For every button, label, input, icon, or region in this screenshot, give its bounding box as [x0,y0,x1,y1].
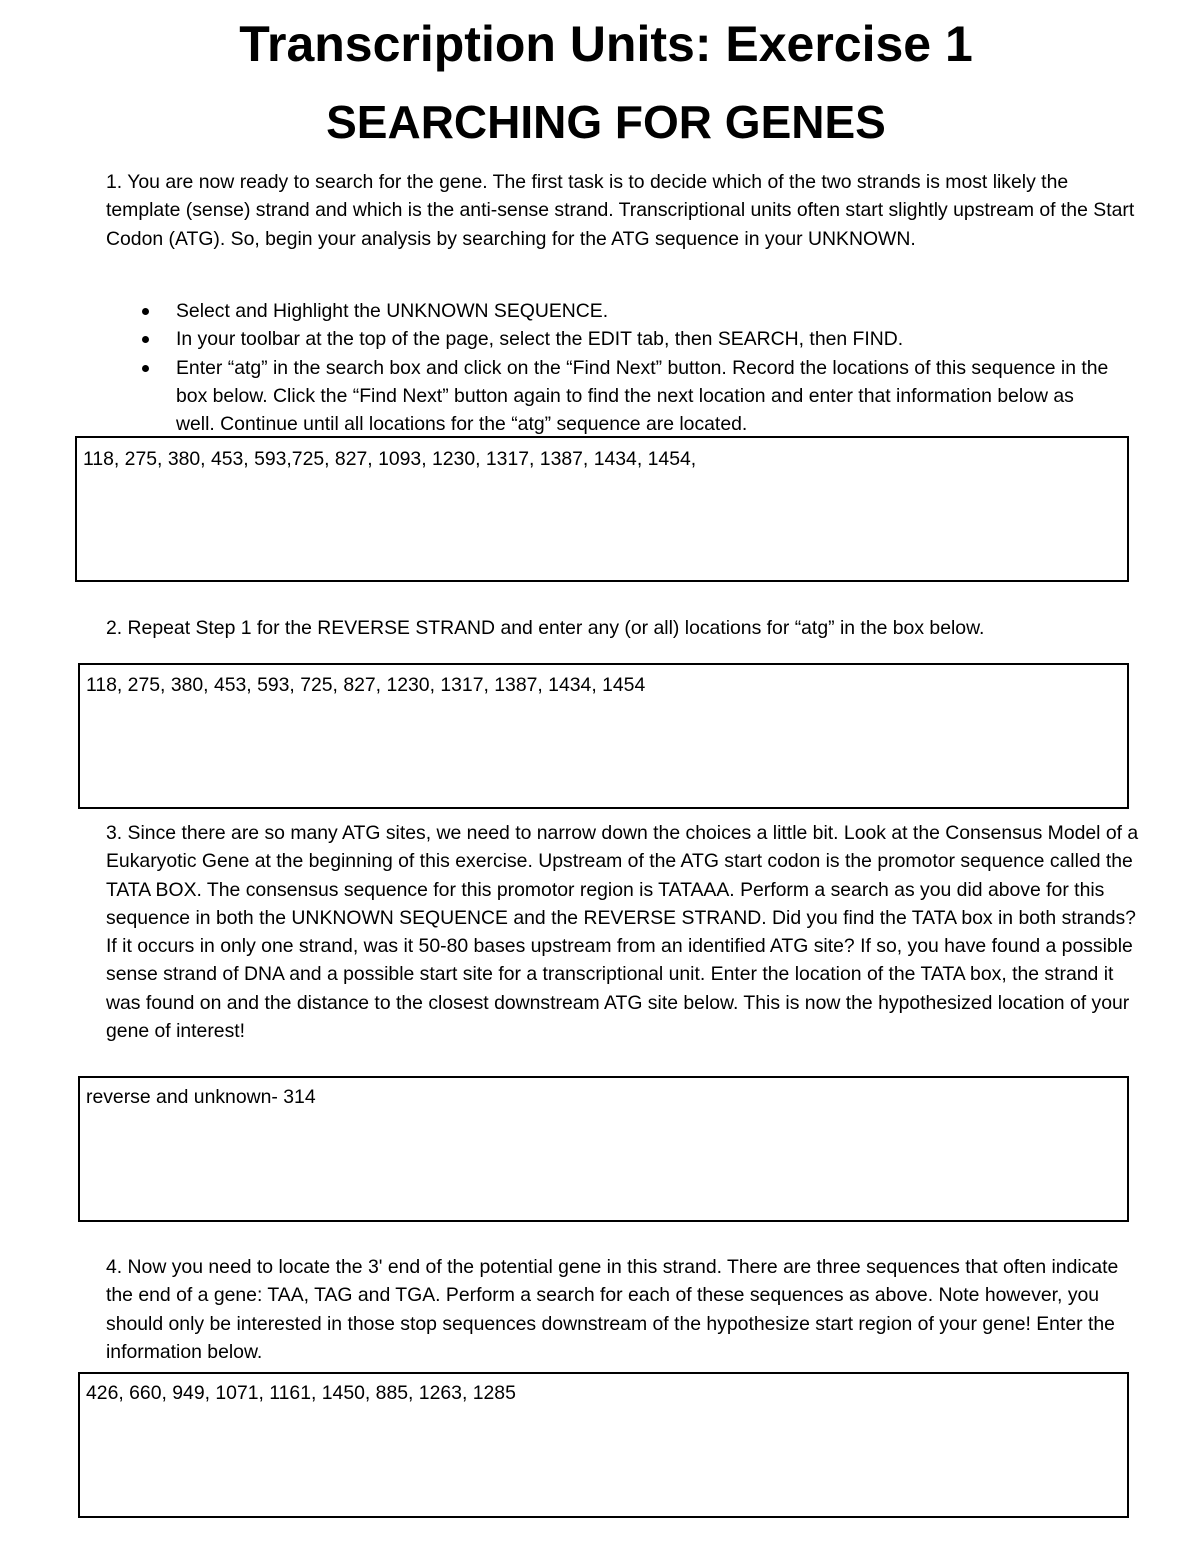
instruction-item [132,354,1112,439]
question-2-answer-box[interactable]: 118, 275, 380, 453, 593, 725, 827, 1230, 1317, 1387, 1434, 1454 [78,663,1129,809]
page-subtitle: SEARCHING FOR GENES [326,96,886,148]
instruction-text: Select and Highlight the UNKNOWN SEQUENCE. [176,300,609,322]
page-title: Transcription Units: Exercise 1 [239,16,973,72]
question-3-text: 3. Since there are so many ATG sites, we need to narrow down the choices a little bit. Look at the Consensus Model of a Eukaryotic Gene at the beginning of this exercise. Upstream of the ATG start codon is the promotor sequence called the TATA BOX. The consensus sequence for this promotor region is TATAAA. Perform a search as you did above for this sequence in both the UNKNOWN SEQUENCE and the REVERSE STRAND. Did you find the TATA box in both strands? If it occurs in only one strand, was it 50-80 bases upstream from an identified ATG site? If so, you have found a possible sense strand of DNA and a possible start site for a transcriptional unit. Enter the location of the TATA box, the strand it was found on and the distance to the closest downstream ATG site below. This is now the hypothesized location of your gene of interest! [106,822,1139,1043]
question-2-text: 2. Repeat Step 1 for the REVERSE STRAND and enter any (or all) locations for “atg” in the box below. [106,617,985,639]
question-4-text: 4. Now you need to locate the 3' end of the potential gene in this strand. There are three sequences that often indicate the end of a gene: TAA, TAG and TGA. Perform a search for each of these sequences as above. Note however, you should only be interested in those stop sequences downstream of the hypothesize start region of your gene! Enter the information below. [106,1256,1119,1363]
question-3-answer-box[interactable]: reverse and unknown- 314 [78,1076,1129,1222]
instruction-text: Enter “atg” in the search box and click on the “Find Next” button. Record the locations of this sequence in the box below. Click the “Find Next” button again to find the next location and enter that information below as well. Continue until all locations for the “atg” sequence are located. [176,356,1109,436]
question-1-answer-box[interactable]: 118, 275, 380, 453, 593,725, 827, 1093, 1230, 1317, 1387, 1434, 1454, [75,436,1129,582]
instruction-text: In your toolbar at the top of the page, select the EDIT tab, then SEARCH, then FIND. [176,328,904,351]
bullet-icon [142,336,149,343]
bullet-icon [142,365,149,372]
instruction-item [132,297,1112,325]
instruction-item [132,325,1112,353]
question-1-instructions [132,297,1112,438]
bullet-icon [142,308,149,315]
question-4-answer-box[interactable]: 426, 660, 949, 1071, 1161, 1450, 885, 1263, 1285 [78,1372,1129,1518]
question-1-text: 1. You are now ready to search for the gene. The first task is to decide which of the two strands is most likely the template (sense) strand and which is the anti-sense strand. Transcriptional units often start slightly upstream of the Start Codon (ATG). So, begin your analysis by searching for the ATG sequence in your UNKNOWN. [106,171,1135,250]
